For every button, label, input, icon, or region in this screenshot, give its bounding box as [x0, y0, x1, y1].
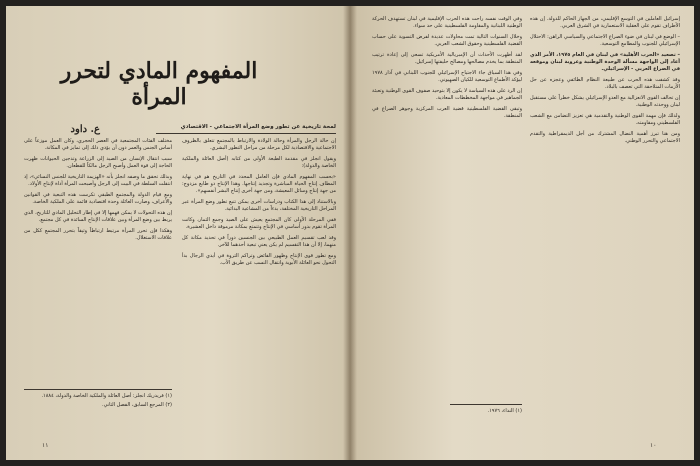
paragraph: وقد لعب تقسيم العمل الطبيعي بين الجنسين دوراً في تحديد مكانة كل منهما، إلا أن هذا التقسيم لم يكن يعني تبعية أحدهما للآخر. [182, 235, 336, 248]
left-page-column-left [24, 138, 172, 378]
paragraph: لقد أظهرت الأحداث أن الإمبريالية الأمريكية تسعى إلى إعادة ترتيب المنطقة بما يخدم مصالحها ومصالح حليفتها إسرائيل. [372, 52, 522, 65]
paragraph: سبب انتقال الإنسان من الصيد إلى الزراعة وتدجين الحيوانات ظهرت الحاجة إلى قوة العمل وأصبح الرجل مالكاً للقطعان. [24, 156, 172, 169]
footnote: (١) النداء، ١٩٧٦. [487, 408, 522, 414]
paragraph: إسرائيل العاملين في التوسع الإقليمي، من الجهاز الحاكم للدولة. إن هذه الأطراف تقوم على العقلية الاستعمارية في الشرق العربي. [530, 16, 680, 29]
paragraph: وبذلك تحقق ما وصفه انجلز بأنه «الهزيمة التاريخية للجنس النسائي»، إذ انتقلت السلطة في البيت إلى الرجل وأصبحت المرأة أداة لإنتاج الأولاد. [24, 174, 172, 187]
paragraph: مختلف الفئات المجتمعية في العصر الحجري، وكان العمل موزعاً على أساس الجنس والعمر دون أن يؤدي ذلك إلى تمايز في المكانة. [24, 138, 172, 151]
quote-paragraph: «بحسب المفهوم المادي فإن العامل المحدد في التاريخ هو في نهاية المطاف إنتاج الحياة المباشرة وتجديد إنتاجها. وهذا الإنتاج ذو طابع مزدوج: من جهة إنتاج وسائل المعيشة، ومن جهة أخرى إنتاج البشر أنفسهم». [182, 174, 336, 194]
paragraph: إن الرد على هذه السياسة لا يكون إلا بتوحيد صفوف القوى الوطنية وتعبئة الجماهير في مواجهة المخططات المعادية. [372, 88, 522, 101]
bullet-paragraph: – تصعيد «الحرب الأهلية» في لبنان في العام ١٩٧٥، الأمر الذي أعاد إلى الواجهة مسألة الوحدة الوطنية وعروبة لبنان وموقعه في الصراع العربي - الإسرائيلي. [530, 52, 680, 73]
paragraph: وبالاستناد إلى هذا الكتاب ودراسات أخرى يمكن تتبع تطور وضع المرأة عبر المراحل التاريخية المختلفة، بدءاً من المشاعية البدائية. [182, 199, 336, 212]
right-page [350, 6, 694, 460]
left-page [6, 6, 350, 460]
page-number: ١١ [42, 442, 49, 449]
paragraph: إن حالة الرجل والمرأة وحالة الولادة والارتباط بالمجتمع تتعلق بالظروف الاجتماعية والاقتصادية لكل مرحلة من مراحل التطور البشري. [182, 138, 336, 151]
footnote: (١) فريدريك انجلز: أصل العائلة والملكية الخاصة والدولة، ١٨٨٤. [41, 393, 172, 399]
paragraph: ففي المرحلة الأولى كان المجتمع يعيش على الصيد وجمع الثمار، وكانت المرأة تقوم بدور أساسي في الإنتاج وتتمتع بمكانة مرموقة داخل العشيرة. [182, 217, 336, 230]
paragraph: ومع قيام الدولة والمجتمع الطبقي تكرست هذه التبعية في القوانين والأعراف، وصارت العائلة وحدة اقتصادية قائمة على الملكية الخاصة. [24, 192, 172, 205]
article-subtitle: لمحة تاريخية عن تطور وضع المرأة الاجتماعي - الاقتصادي [180, 124, 336, 130]
paragraph: ومن هنا تبرز أهمية النضال المشترك من أجل الديمقراطية والتقدم الاجتماعي والتحرر الوطني. [530, 131, 680, 144]
paragraph: إن هذه التحولات لا يمكن فهمها إلا في إطار التحليل المادي للتاريخ، الذي يربط بين وضع المرأة وبين علاقات الإنتاج السائدة في كل مجتمع. [24, 210, 172, 223]
page-number: ١٠ [650, 442, 657, 449]
article-author: ع. داود [70, 124, 100, 135]
paragraph: وهكذا فإن تحرر المرأة مرتبط ارتباطاً وثيقاً بتحرر المجتمع ككل من علاقات الاستغلال. [24, 228, 172, 241]
paragraph: ومع تطور قوى الإنتاج وظهور الفائض وتراكم الثروة في أيدي الرجال بدأ التحول نحو العائلة الأبوية وانتقال النسب عن طريق الأب. [182, 253, 336, 266]
paragraph: إن تحالف القوى الانعزالية مع العدو الإسرائيلي يشكل خطراً على مستقبل لبنان ووحدته الوطنية. [530, 95, 680, 108]
paragraph: وتبقى القضية الفلسطينية قضية العرب المركزية وجوهر الصراع في المنطقة. [372, 106, 522, 119]
paragraph: وفي هذا السياق جاء الاجتياح الإسرائيلي للجنوب اللبناني في آذار ١٩٧٨ ليؤكد الأطماع التوسعية للكيان الصهيوني. [372, 70, 522, 83]
paragraph: ولذلك فإن مهمة القوى الوطنية والتقدمية هي تعزيز التضامن مع الشعب الفلسطيني ومقاومته. [530, 113, 680, 126]
paragraph: وخلال السنوات التالية تمت محاولات عديدة لفرض التسوية على حساب القضية الفلسطينية وحقوق الشعب العربي. [372, 34, 522, 47]
paragraph: وقد كشفت هذه الحرب عن طبيعة النظام الطائفي وعجزه عن حل الأزمات المتلاحقة التي تعصف بالبلاد. [530, 77, 680, 90]
subtitle-rule [156, 133, 336, 134]
magazine-spread [6, 6, 694, 460]
footnote-rule [450, 404, 522, 405]
footnote-rule [24, 389, 172, 390]
article-title: المفهوم المادي لتحرر المرأة [60, 58, 258, 110]
book-gutter [343, 6, 357, 460]
right-page-column-right [530, 16, 680, 416]
paragraph: وفي الوقت نفسه راحت هذه الحرب الإقليمية في لبنان تستهدف الحركة الوطنية اللبنانية والمقاومة الفلسطينية على حد سواء. [372, 16, 522, 29]
bullet-paragraph: – الوضع في لبنان في ضوء الصراع الاجتماعي والسياسي الراهن: الاحتلال الإسرائيلي للجنوب والمطامع التوسعية. [530, 34, 680, 48]
footnote: (٢) المرجع السابق، الفصل الثاني. [102, 402, 172, 408]
paragraph: ويقول انجلز في مقدمة الطبعة الأولى من كتابه (أصل العائلة والملكية الخاصة والدولة): [182, 156, 336, 169]
left-page-column-right [182, 138, 336, 416]
right-page-column-left [372, 16, 522, 376]
